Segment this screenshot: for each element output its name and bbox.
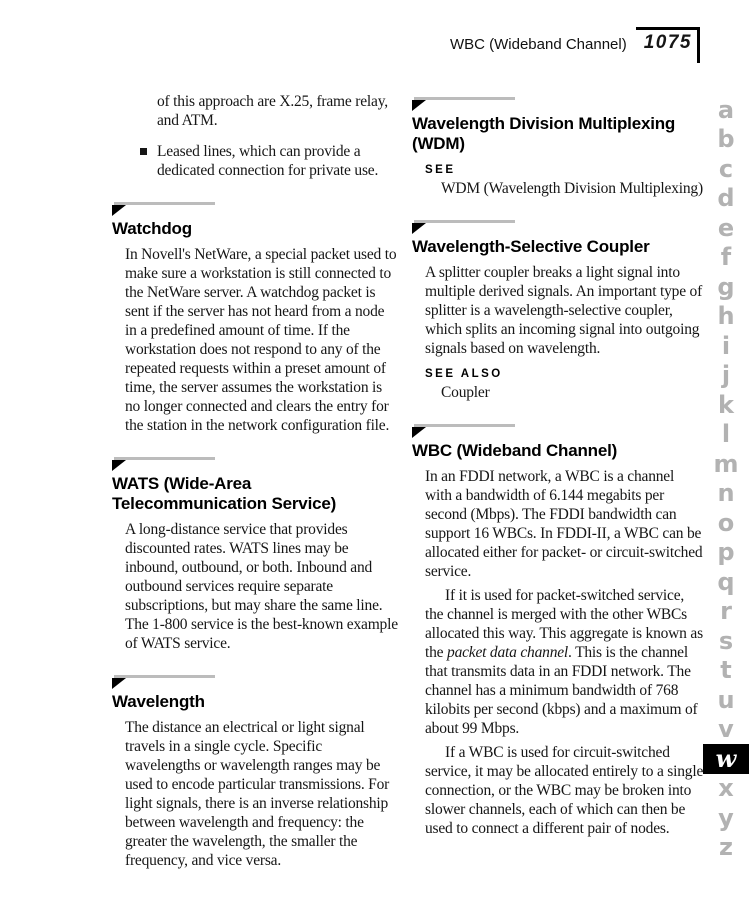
thumb-tab-t: t: [720, 656, 732, 685]
entry-body-wbc-p3: If a WBC is used for circuit-switched service, it may be allocated entirely to a single connection, or the WBC may be broken into slower channels, each of which can then be used to connect a different pair of nodes.: [425, 744, 704, 837]
entry-body-watchdog: In Novell's NetWare, a special packet used to make sure a workstation is still connected to the NetWare server. A watchdog packet is sent if the server has not heard from a node in a predefined amount of time. If the workstation does not respond to any of the repeated requests within a preset amount of time, the server assumes the workstation is no longer connected and clears the entry for the station in the network configuration file.: [125, 246, 397, 434]
entry-wavelength-selective-coupler: [412, 220, 704, 402]
bullet-list-item: [157, 142, 398, 180]
thumb-tab-p: p: [717, 538, 735, 567]
thumb-tab-k: k: [718, 390, 734, 419]
see-also-reference: Coupler: [441, 384, 490, 401]
thumb-tab-s: s: [718, 626, 734, 655]
thumb-tab-x: x: [718, 774, 734, 803]
thumb-tab-g: g: [717, 272, 735, 301]
italic-term: packet data channel: [447, 644, 569, 661]
entry-wbc: [412, 424, 704, 838]
see-reference: WDM (Wavelength Division Multiplexing): [441, 180, 703, 197]
entry-body-wavelength: The distance an electrical or light signal travels in a single cycle. Specific wavelengths or wavelength ranges may be used to encode particular transmissions. For light signals, there is an inverse relationship between wavelength and frequency: the greater the wavelength, the smaller the frequency, and vice versa.: [125, 719, 390, 869]
entry-wdm: [412, 97, 704, 198]
entry-title-wats: WATS (Wide-Area Telecommunication Service): [112, 474, 337, 513]
thumb-tab-q: q: [717, 567, 735, 596]
entry-body-wats: A long-distance service that provides discounted rates. WATS lines may be inbound, outbound, or both. Inbound and outbound services require separate subscriptions, but may share the same line. The 1-800 service is the best-known example of WATS service.: [125, 521, 398, 652]
entry-marker-icon: [112, 457, 398, 471]
thumb-tab-a: a: [717, 95, 735, 124]
entry-body-wbc-p1: In an FDDI network, a WBC is a channel with a bandwidth of 6.144 megabits per second (Mbps). The FDDI bandwidth can support 16 WBCs. In FDDI-II, a WBC can be allocated either for packet- or circuit-switched service.: [425, 468, 703, 580]
entry-title-wavelength-selective-coupler: Wavelength-Selective Coupler: [412, 237, 650, 256]
alphabet-thumb-index: [703, 95, 749, 862]
thumb-tab-d: d: [717, 184, 735, 213]
entry-title-wbc: WBC (Wideband Channel): [412, 441, 618, 460]
thumb-tab-f: f: [720, 243, 732, 272]
entry-body-wbc-p2: If it is used for packet-switched service, the channel is merged with the other WBCs allocated this way. This aggregate is known as the packet data channel. This is the channel that transmits data in an FDDI network. The channel has a minimum bandwidth of 768 kilobits per second (kbps) and a maximum of about 99 Mbps.: [425, 587, 703, 737]
continuation-text: of this approach are X.25, frame relay, and ATM.: [157, 93, 388, 129]
page-header: [0, 27, 700, 63]
entry-body-wavelength-selective-coupler: A splitter coupler breaks a light signal into multiple derived signals. An important type of splitter is a wavelength-selective coupler, which splits an incoming signal into outgoing signals based on wavelength.: [425, 264, 703, 357]
entry-wavelength: [112, 675, 398, 870]
bullet-item-text: Leased lines, which can provide a dedicated connection for private use.: [157, 143, 379, 179]
thumb-tab-l: l: [721, 420, 731, 449]
thumb-tab-c: c: [718, 154, 734, 183]
entry-marker-icon: [112, 675, 398, 689]
see-label: SEE: [425, 164, 456, 176]
entry-marker-icon: [412, 97, 704, 111]
entry-watchdog: [112, 202, 398, 435]
thumb-tab-j: j: [721, 361, 731, 390]
text-columns: [112, 92, 704, 870]
page-number-box: [636, 27, 700, 63]
entry-marker-icon: [412, 424, 704, 438]
thumb-tab-b: b: [717, 125, 735, 154]
entry-title-wavelength: Wavelength: [112, 692, 205, 711]
thumb-tab-i: i: [721, 331, 731, 360]
left-column: [112, 92, 398, 870]
thumb-tab-v: v: [718, 715, 734, 744]
thumb-tab-u: u: [717, 685, 735, 714]
thumb-tab-r: r: [720, 597, 732, 626]
thumb-tab-n: n: [717, 479, 735, 508]
thumb-tab-o: o: [717, 508, 735, 537]
thumb-tab-e: e: [717, 213, 735, 242]
entry-marker-icon: [412, 220, 704, 234]
right-column: [412, 92, 704, 870]
thumb-tab-h: h: [717, 302, 735, 331]
thumb-tab-w-active: w: [703, 744, 749, 774]
bullet-icon: [140, 148, 147, 155]
entry-title-watchdog: Watchdog: [112, 219, 192, 238]
page-number: 1075: [643, 32, 692, 53]
thumb-tab-z: z: [719, 833, 733, 862]
thumb-tab-y: y: [718, 803, 734, 832]
see-also-label: SEE ALSO: [425, 368, 503, 380]
thumb-tab-m: m: [713, 449, 739, 478]
running-head: WBC (Wideband Channel): [449, 36, 627, 53]
entry-wats: [112, 457, 398, 653]
entry-title-wdm: Wavelength Division Multiplexing (WDM): [412, 114, 676, 153]
entry-marker-icon: [112, 202, 398, 216]
